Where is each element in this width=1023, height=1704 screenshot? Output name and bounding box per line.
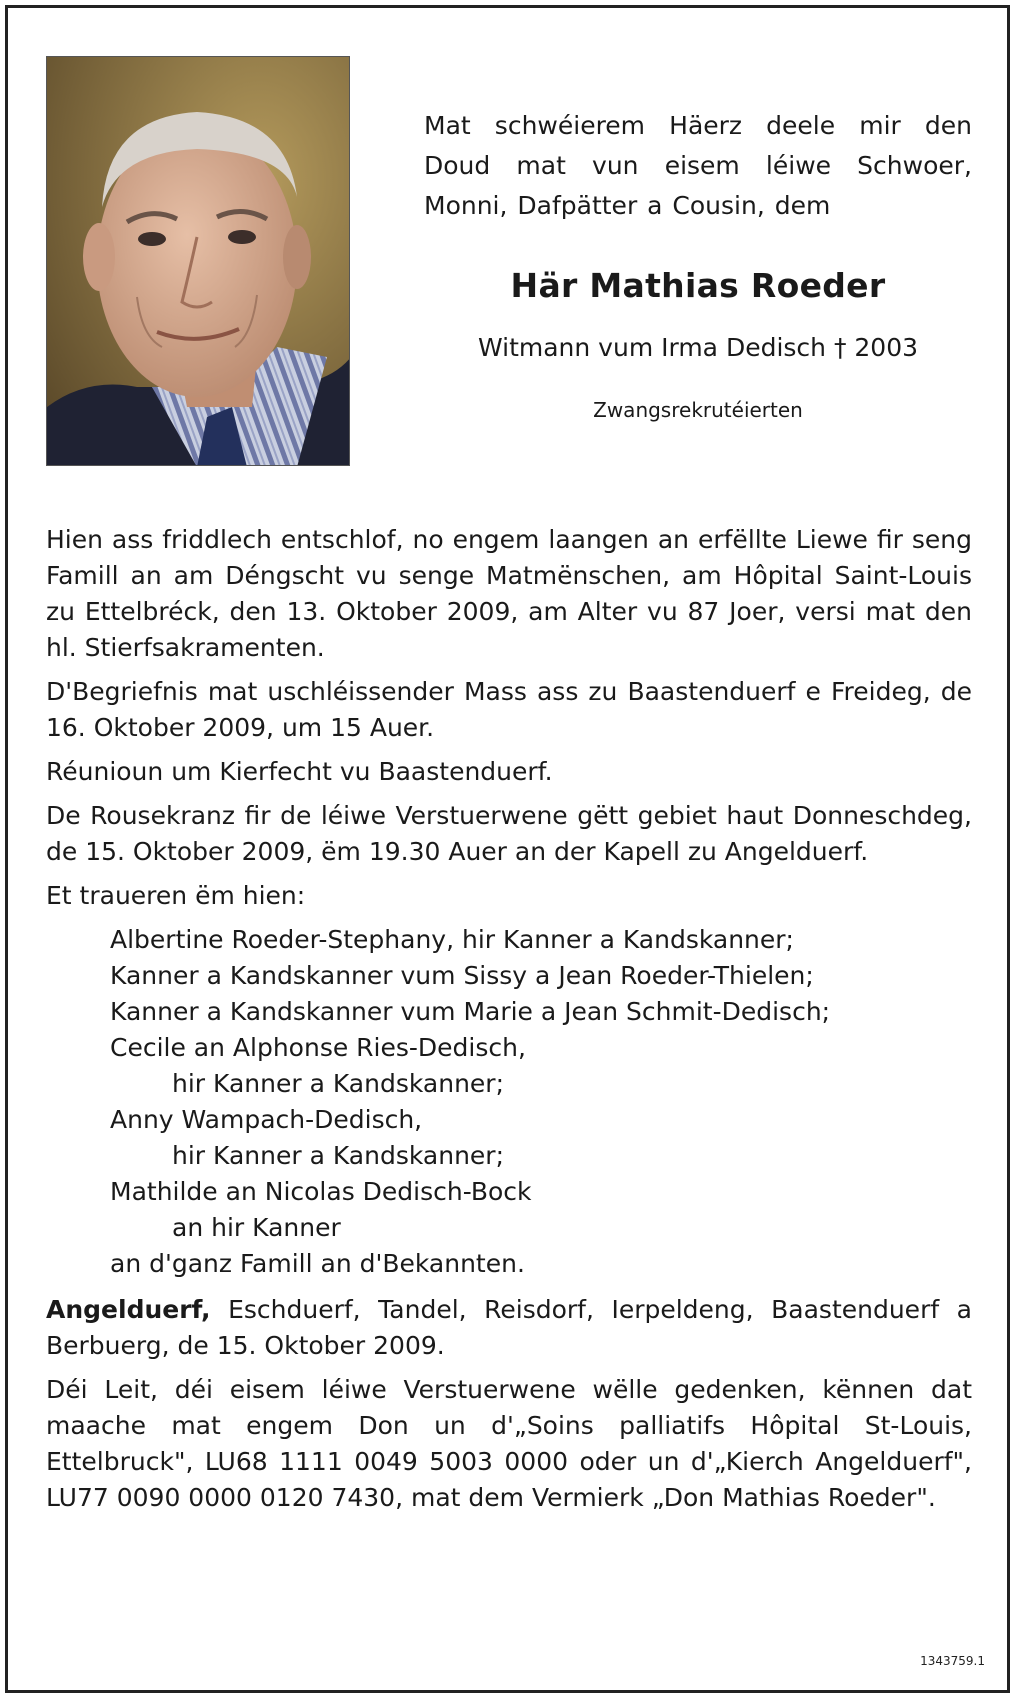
reference-number: 1343759.1 <box>920 1654 985 1668</box>
list-item: Kanner a Kandskanner vum Sissy a Jean Roeder-Thielen; <box>110 961 814 990</box>
mourners-heading: Et traueren ëm hien: <box>46 881 306 910</box>
portrait-photo <box>46 56 350 466</box>
deceased-name: Här Mathias Roeder <box>510 266 886 305</box>
list-item: hir Kanner a Kandskanner; <box>172 1141 504 1170</box>
list-item: Cecile an Alphonse Ries-Dedisch, <box>110 1033 526 1062</box>
intro-text: Mat schwéierem Häerz deele mir den Doud mat vun eisem léiwe Schwoer, Monni, Dafpätter a Cousin, dem <box>424 111 972 220</box>
funeral-paragraph: D'Begriefnis mat uschléissender Mass ass zu Baastenduerf e Freideg, de 16. Oktober 2009, um 15 Auer. <box>46 677 972 742</box>
status-line: Zwangsrekrutéierten <box>593 398 803 422</box>
list-item: an hir Kanner <box>172 1213 341 1242</box>
passing-paragraph: Hien ass friddlech entschlof, no engem laangen an erfëllte Liewe fir seng Famill an am Déngscht vu senge Matmënschen, am Hôpital Saint-Louis zu Ettelbréck, den 13. Oktober 2009, am Alter vu 87 Joer, versi mat den hl. Stierfsakramenten. <box>46 525 972 662</box>
donation-paragraph: Déi Leit, déi eisem léiwe Verstuerwene wëlle gedenken, kënnen dat maache mat engem Don un d'„Soins palliatifs Hôpital St-Louis, Ettelbruck", LU68 1111 0049 5003 0000 oder un d'„Kierch Angelduerf", LU77 0090 0000 0120 7430, mat dem Vermierk „Don Mathias Roeder". <box>46 1375 972 1512</box>
list-item: an d'ganz Famill an d'Bekannten. <box>110 1249 525 1278</box>
place-name: Angelduerf, <box>46 1295 211 1324</box>
place-date-paragraph <box>46 1292 972 1364</box>
list-item: Anny Wampach-Dedisch, <box>110 1105 423 1134</box>
list-item: hir Kanner a Kandskanner; <box>172 1069 504 1098</box>
rosary-paragraph: De Rousekranz fir de léiwe Verstuerwene gëtt gebiet haut Donneschdeg, de 15. Oktober 2009, ëm 19.30 Auer an der Kapell zu Angelduerf. <box>46 801 972 866</box>
reunion-paragraph: Réunioun um Kierfecht vu Baastenduerf. <box>46 757 553 786</box>
notice-body <box>46 522 972 1524</box>
list-item: Albertine Roeder-Stephany, hir Kanner a Kandskanner; <box>110 925 794 954</box>
mourners-list <box>46 922 972 1282</box>
place-date-text: Eschduerf, Tandel, Reisdorf, Ierpeldeng, Baastenduerf a Berbuerg, de 15. Oktober 2009. <box>46 1295 972 1360</box>
widower-line: Witmann vum Irma Dedisch † 2003 <box>477 333 919 362</box>
list-item: Kanner a Kandskanner vum Marie a Jean Schmit-Dedisch; <box>110 997 831 1026</box>
list-item: Mathilde an Nicolas Dedisch-Bock <box>110 1177 532 1206</box>
